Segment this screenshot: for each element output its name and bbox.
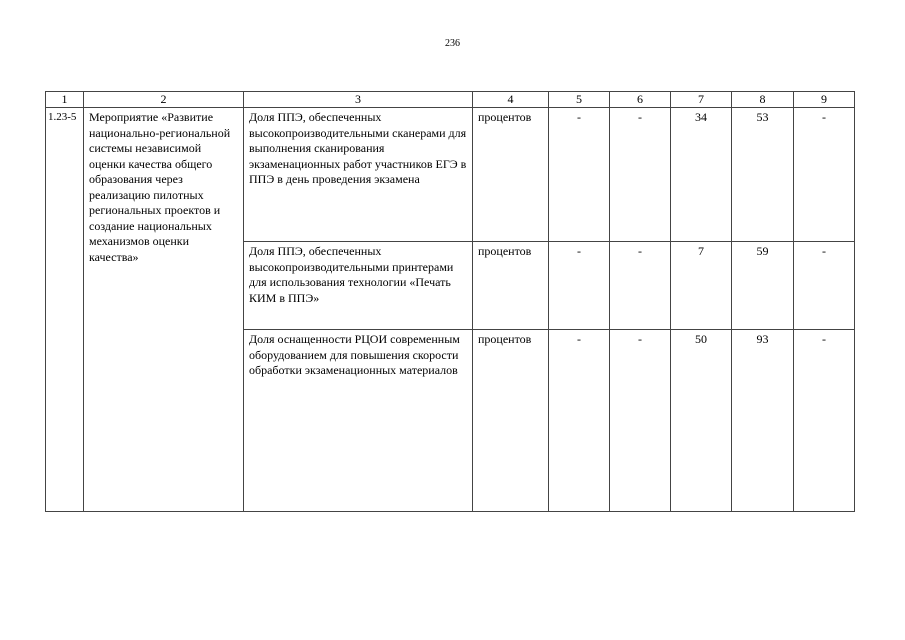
indicator-name: Доля оснащенности РЦОИ современным оборудованием для повышения скорости обработки экзаменационных материалов: [244, 330, 473, 512]
indicator-name: Доля ППЭ, обеспеченных высокопроизводительными сканерами для выполнения сканирования экзаменационных работ участников ЕГЭ в ППЭ в день проведения экзамена: [244, 108, 473, 242]
header-cell: 2: [84, 92, 244, 108]
header-cell: 9: [794, 92, 855, 108]
value-col6: -: [610, 108, 671, 242]
header-cell: 5: [549, 92, 610, 108]
row-code: 1.23-5: [46, 108, 84, 512]
value-col8: 93: [732, 330, 794, 512]
value-col8: 53: [732, 108, 794, 242]
indicator-unit: процентов: [473, 242, 549, 330]
page-number: 236: [445, 38, 460, 49]
value-col5: -: [549, 330, 610, 512]
value-col6: -: [610, 242, 671, 330]
value-col9: -: [794, 330, 855, 512]
header-cell: 7: [671, 92, 732, 108]
value-col7: 50: [671, 330, 732, 512]
value-col8: 59: [732, 242, 794, 330]
table-row: [46, 108, 855, 242]
value-col5: -: [549, 242, 610, 330]
value-col7: 7: [671, 242, 732, 330]
indicator-unit: процентов: [473, 330, 549, 512]
value-col9: -: [794, 242, 855, 330]
table-header-row: [46, 92, 855, 108]
value-col9: -: [794, 108, 855, 242]
event-description: Мероприятие «Развитие национально-региональной системы независимой оценки качества общего образования через реализацию пилотных региональных проектов и создание национальных механизмов оценки качества»: [84, 108, 244, 512]
header-cell: 4: [473, 92, 549, 108]
header-cell: 6: [610, 92, 671, 108]
indicator-unit: процентов: [473, 108, 549, 242]
header-cell: 8: [732, 92, 794, 108]
indicator-table: [45, 91, 855, 512]
indicator-name: Доля ППЭ, обеспеченных высокопроизводительными принтерами для использования технологии «Печать КИМ в ППЭ»: [244, 242, 473, 330]
value-col6: -: [610, 330, 671, 512]
value-col5: -: [549, 108, 610, 242]
header-cell: 1: [46, 92, 84, 108]
header-cell: 3: [244, 92, 473, 108]
value-col7: 34: [671, 108, 732, 242]
